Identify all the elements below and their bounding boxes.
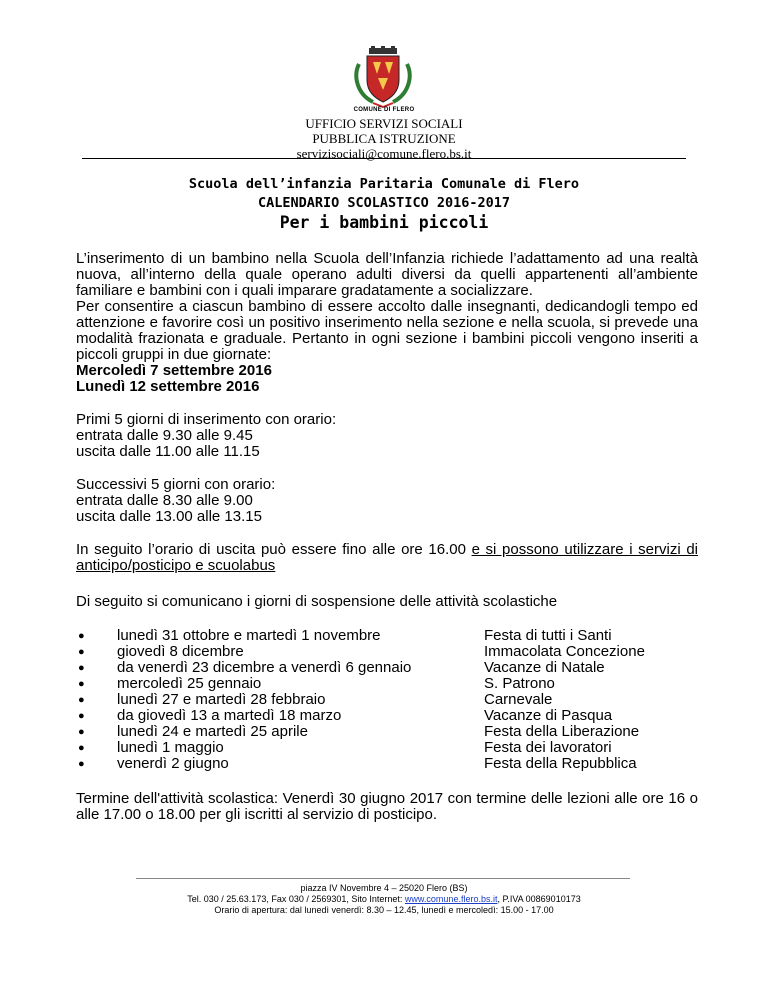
bullet-icon: ● <box>78 630 85 642</box>
calendar-title: CALENDARIO SCOLASTICO 2016-2017 <box>258 195 510 211</box>
holiday-description: S. Patrono <box>484 675 555 692</box>
footer-address: piazza IV Novembre 4 – 25020 Flero (BS) <box>300 883 468 893</box>
holiday-item <box>76 740 716 756</box>
school-title: Scuola dell’infanzia Paritaria Comunale di Flero <box>188 176 580 192</box>
office-subname: PUBBLICA ISTRUZIONE <box>312 131 456 146</box>
schedule-first-days <box>76 412 698 460</box>
holiday-description: Festa della Repubblica <box>484 755 637 772</box>
bullet-icon: ● <box>78 694 85 706</box>
holiday-item <box>76 692 716 708</box>
holiday-date: lunedì 24 e martedì 25 aprile <box>117 723 308 740</box>
schedule-following-days <box>76 477 698 525</box>
holiday-description: Carnevale <box>484 691 553 708</box>
holiday-date: lunedì 27 e martedì 28 febbraio <box>117 691 326 708</box>
footer-opening-hours: Orario di apertura: dal lunedì venerdì: 8.30 – 12.45, lunedì e mercoledì: 15.00 - 17.00 <box>214 905 554 915</box>
schedule1-entry: entrata dalle 9.30 alle 9.45 <box>76 427 253 444</box>
intro-paragraph-1: L’inserimento di un bambino nella Scuola dell’Infanzia richiede l’adattamento ad una realtà nuova, all’interno della quale operano adulti diversi da quelli appartenenti all’ambiente familiare e bambini con i quali imparare gradatamente a socializzare. <box>76 250 698 299</box>
bullet-icon: ● <box>78 678 85 690</box>
holiday-date: lunedì 1 maggio <box>117 739 224 756</box>
header-divider <box>82 158 686 159</box>
bullet-icon: ● <box>78 646 85 658</box>
holiday-item <box>76 660 716 676</box>
later-services-text: e si possono utilizzare i servizi di anticipo/posticipo e scuolabus <box>76 541 698 574</box>
later-text: In seguito l’orario di uscita può essere fino alle ore 16.00 <box>76 541 472 558</box>
insertion-date-1: Mercoledì 7 settembre 2016 <box>76 362 272 379</box>
holiday-item <box>76 644 716 660</box>
office-email: servizisociali@comune.flero.bs.it <box>296 146 472 161</box>
holiday-description: Festa di tutti i Santi <box>484 627 612 644</box>
schedule1-exit: uscita dalle 11.00 alle 11.15 <box>76 443 260 460</box>
office-name: UFFICIO SERVIZI SOCIALI <box>305 116 463 131</box>
holiday-item <box>76 628 716 644</box>
holiday-date: venerdì 2 giugno <box>117 755 229 772</box>
holiday-description: Vacanze di Natale <box>484 659 605 676</box>
end-of-year-text: Termine dell'attività scolastica: Venerdì 30 giugno 2017 con termine delle lezioni alle ore 16 o alle 17.00 o 18.00 per gli iscritti al servizio di posticipo. <box>76 790 698 823</box>
holiday-item <box>76 708 716 724</box>
footer-divider <box>136 878 630 879</box>
holiday-date: mercoledì 25 gennaio <box>117 675 262 692</box>
holiday-item <box>76 756 716 772</box>
website-link[interactable]: www.comune.flero.bs.it <box>404 894 498 904</box>
bullet-icon: ● <box>78 726 85 738</box>
schedule2-exit: uscita dalle 13.00 alle 13.15 <box>76 508 262 525</box>
holiday-date: da giovedì 13 a martedì 18 marzo <box>117 707 342 724</box>
holiday-description: Festa della Liberazione <box>484 723 640 740</box>
holiday-item <box>76 676 716 692</box>
municipal-crest-icon <box>351 46 415 108</box>
schedule2-entry: entrata dalle 8.30 alle 9.00 <box>76 492 253 509</box>
schedule1-heading: Primi 5 giorni di inserimento con orario: <box>76 411 337 428</box>
holiday-date: da venerdì 23 dicembre a venerdì 6 gennaio <box>117 659 412 676</box>
holiday-item <box>76 724 716 740</box>
audience-title: Per i bambini piccoli <box>279 213 489 232</box>
bullet-icon: ● <box>78 662 85 674</box>
footer-phone-fax: Tel. 030 / 25.63.173, Fax 030 / 2569301, Sito Internet: <box>187 894 405 904</box>
holiday-description: Vacanze di Pasqua <box>484 707 613 724</box>
later-schedule-text <box>76 542 698 574</box>
holiday-description: Festa dei lavoratori <box>484 739 612 756</box>
schedule2-heading: Successivi 5 giorni con orario: <box>76 476 276 493</box>
bullet-icon: ● <box>78 742 85 754</box>
bullet-icon: ● <box>78 758 85 770</box>
footer-contacts <box>0 894 768 905</box>
intro-section <box>76 251 698 395</box>
bullet-icon: ● <box>78 710 85 722</box>
suspension-intro: Di seguito si comunicano i giorni di sospensione delle attività scolastiche <box>76 593 558 610</box>
intro-paragraph-2: Per consentire a ciascun bambino di essere accolto dalle insegnanti, dedicandogli tempo ed attenzione e favorire così un positivo inserimento nella sezione e nella scuola, si prevede una modalità frazionata e graduale. Pertanto in ogni sezione i bambini piccoli vengono inseriti a piccoli gruppi in due giornate: <box>76 298 698 363</box>
insertion-date-2: Lunedì 12 settembre 2016 <box>76 378 260 395</box>
holiday-list <box>76 628 716 772</box>
holiday-date: lunedì 31 ottobre e martedì 1 novembre <box>117 627 381 644</box>
crest-caption: COMUNE DI FLERO <box>353 107 415 113</box>
footer-vat: , P.IVA 00869010173 <box>497 894 581 904</box>
holiday-date: giovedì 8 dicembre <box>117 643 244 660</box>
holiday-description: Immacolata Concezione <box>484 643 645 660</box>
